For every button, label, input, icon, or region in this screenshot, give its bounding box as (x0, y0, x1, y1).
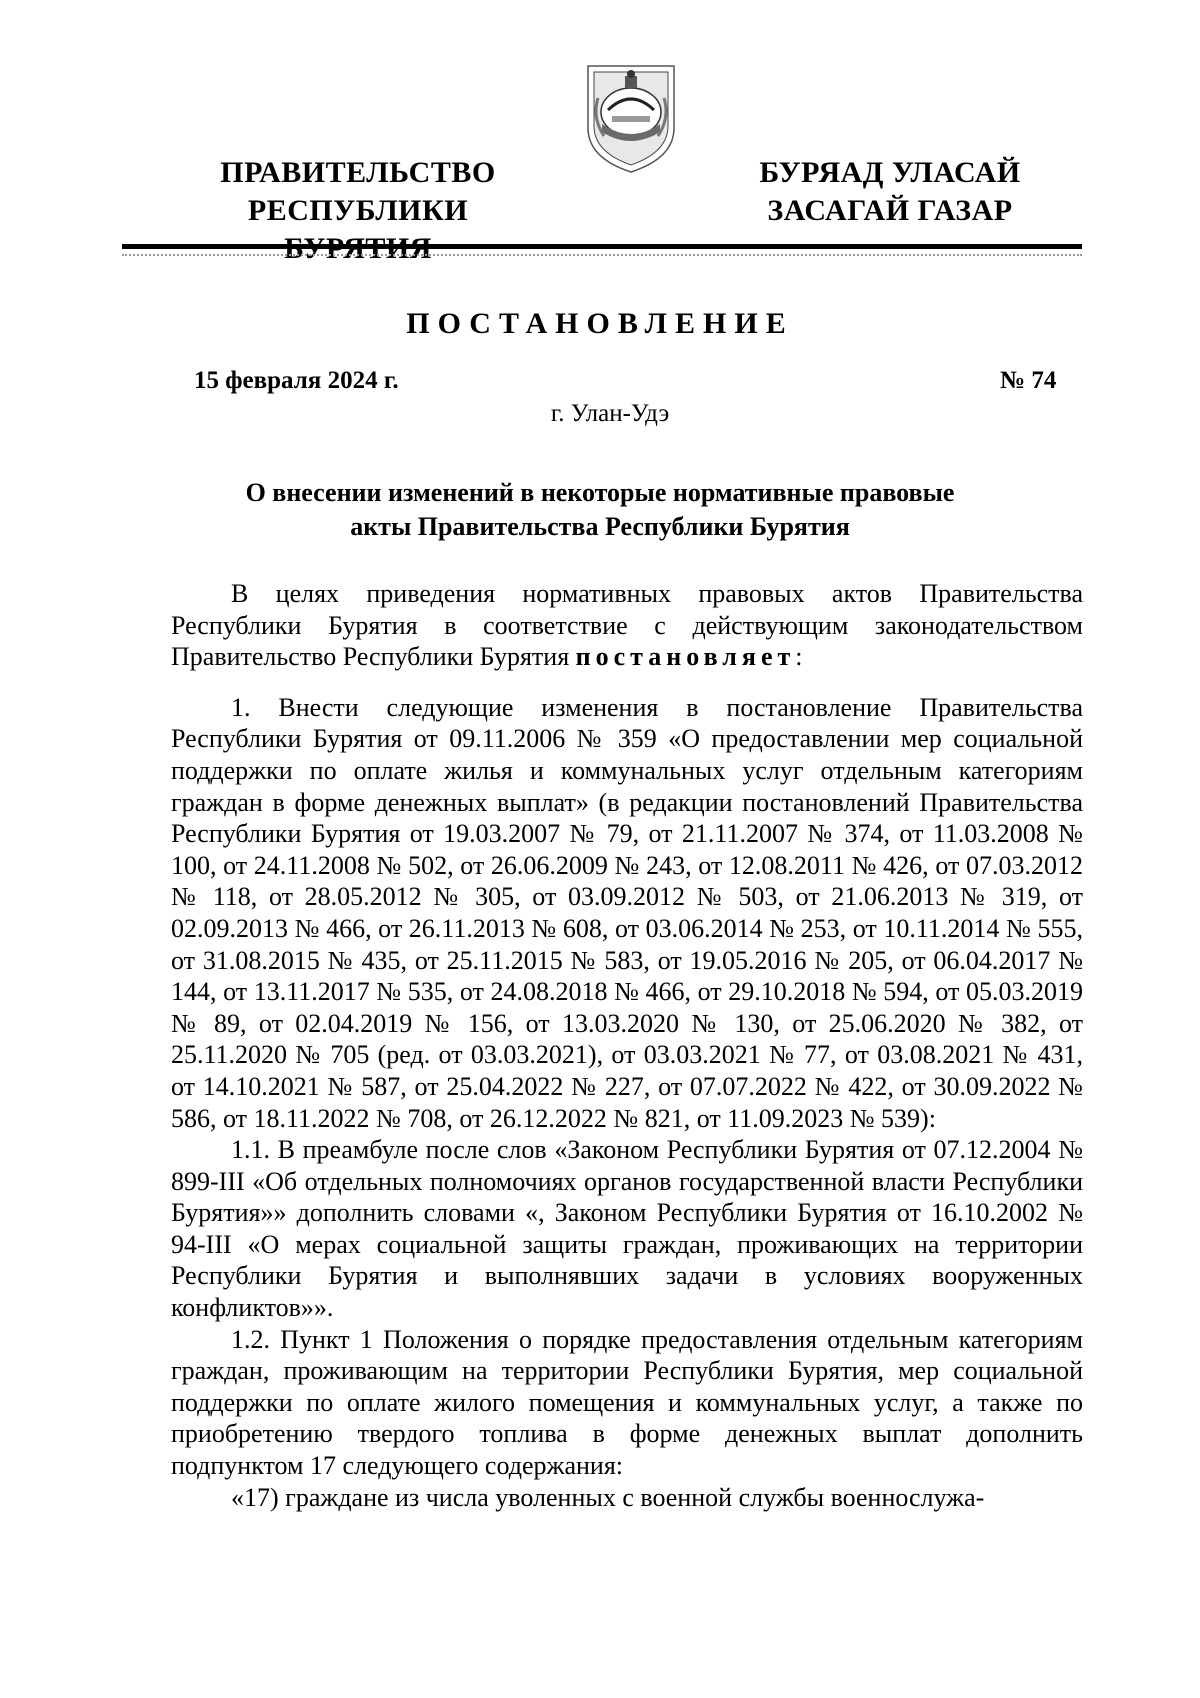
document-date: 15 февраля 2024 г. (194, 367, 399, 394)
document-number: № 74 (1000, 367, 1057, 394)
document-title (160, 476, 1040, 544)
item-1-1-paragraph: 1.1. В преамбуле после слов «Законом Республики Бурятия от 07.12.2004 № 899-III «Об отдельных полномочиях органов государственной власти Республики Бурятия»» дополнить словами «, Законом Республики Бурятия от 16.10.2002 № 94-III «О мерах социальной защиты граждан, проживающих на территории Республики Бурятия и выполнявших задачи в условиях вооруженных конфликтов»». (171, 1135, 1083, 1323)
item-1-paragraph: 1. Внести следующие изменения в постановление Правительства Республики Бурятия от 09.11.2006 № 359 «О предоставлении мер социальной поддержки по оплате жилья и коммунальных услуг отдельным категориям граждан в форме денежных выплат» (в редакции постановлений Правительства Республики Бурятия от 19.03.2007 № 79, от 21.11.2007 № 374, от 11.03.2008 № 100, от 24.11.2008 № 502, от 26.06.2009 № 243, от 12.08.2011 № 426, от 07.03.2012 № 118, от 28.05.2012 № 305, от 03.09.2012 № 503, от 21.06.2013 № 319, от 02.09.2013 № 466, от 26.11.2013 № 608, от 03.06.2014 № 253, от 10.11.2014 № 555, от 31.08.2015 № 435, от 25.11.2015 № 583, от 19.05.2016 № 205, от 06.04.2017 № 144, от 13.11.2017 № 535, от 24.08.2018 № 466, от 29.10.2018 № 594, от 05.03.2019 № 89, от 02.04.2019 № 156, от 13.03.2020 № 130, от 25.06.2020 № 382, от 25.11.2020 № 705 (ред. от 03.03.2021), от 03.03.2021 № 77, от 03.08.2021 № 431, от 14.10.2021 № 587, от 25.04.2022 № 227, от 07.07.2022 № 422, от 30.09.2022 № 586, от 18.11.2022 № 708, от 26.12.2022 № 821, от 11.09.2023 № 539): (171, 692, 1083, 1133)
header-divider-thin (122, 254, 1082, 256)
header-left-line1: ПРАВИТЕЛЬСТВО (220, 156, 496, 189)
preamble-end: : (795, 642, 803, 672)
document-type: ПОСТАНОВЛЕНИЕ (406, 307, 794, 340)
item-1-2-paragraph: 1.2. Пункт 1 Положения о порядке предоставления отдельным категориям граждан, проживающим на территории Республики Бурятия, мер социальной поддержки по оплате жилого помещения и коммунальных услуг, а также по приобретению твердого топлива в форме денежных выплат дополнить подпунктом 17 следующего содержания: (171, 1324, 1083, 1481)
document-body (171, 578, 1083, 1513)
preamble-emphasis: постановляет (575, 642, 796, 672)
header-left-line2: РЕСПУБЛИКИ (247, 194, 469, 227)
title-line2: акты Правительства Республики Бурятия (350, 512, 850, 541)
preamble-paragraph (171, 578, 1083, 673)
coat-of-arms-emblem (582, 58, 680, 176)
government-name-russian (178, 154, 538, 268)
government-name-buryat (740, 154, 1040, 230)
header-divider-thick (122, 244, 1082, 249)
title-line1: О внесении изменений в некоторые нормативные правовые (245, 478, 955, 507)
preamble-text: В целях приведения нормативных правовых актов Правительства Республики Бурятия в соответствие с действующим законодательством Правительство Республики Бурятия (171, 579, 1083, 672)
header-right-line1: БУРЯАД УЛАСАЙ (759, 156, 1021, 189)
item-17-paragraph: «17) граждане из числа уволенных с военной службы военнослужа- (231, 1482, 985, 1512)
document-city: г. Улан-Удэ (550, 400, 670, 427)
header-right-line2: ЗАСАГАЙ ГАЗАР (767, 194, 1013, 227)
